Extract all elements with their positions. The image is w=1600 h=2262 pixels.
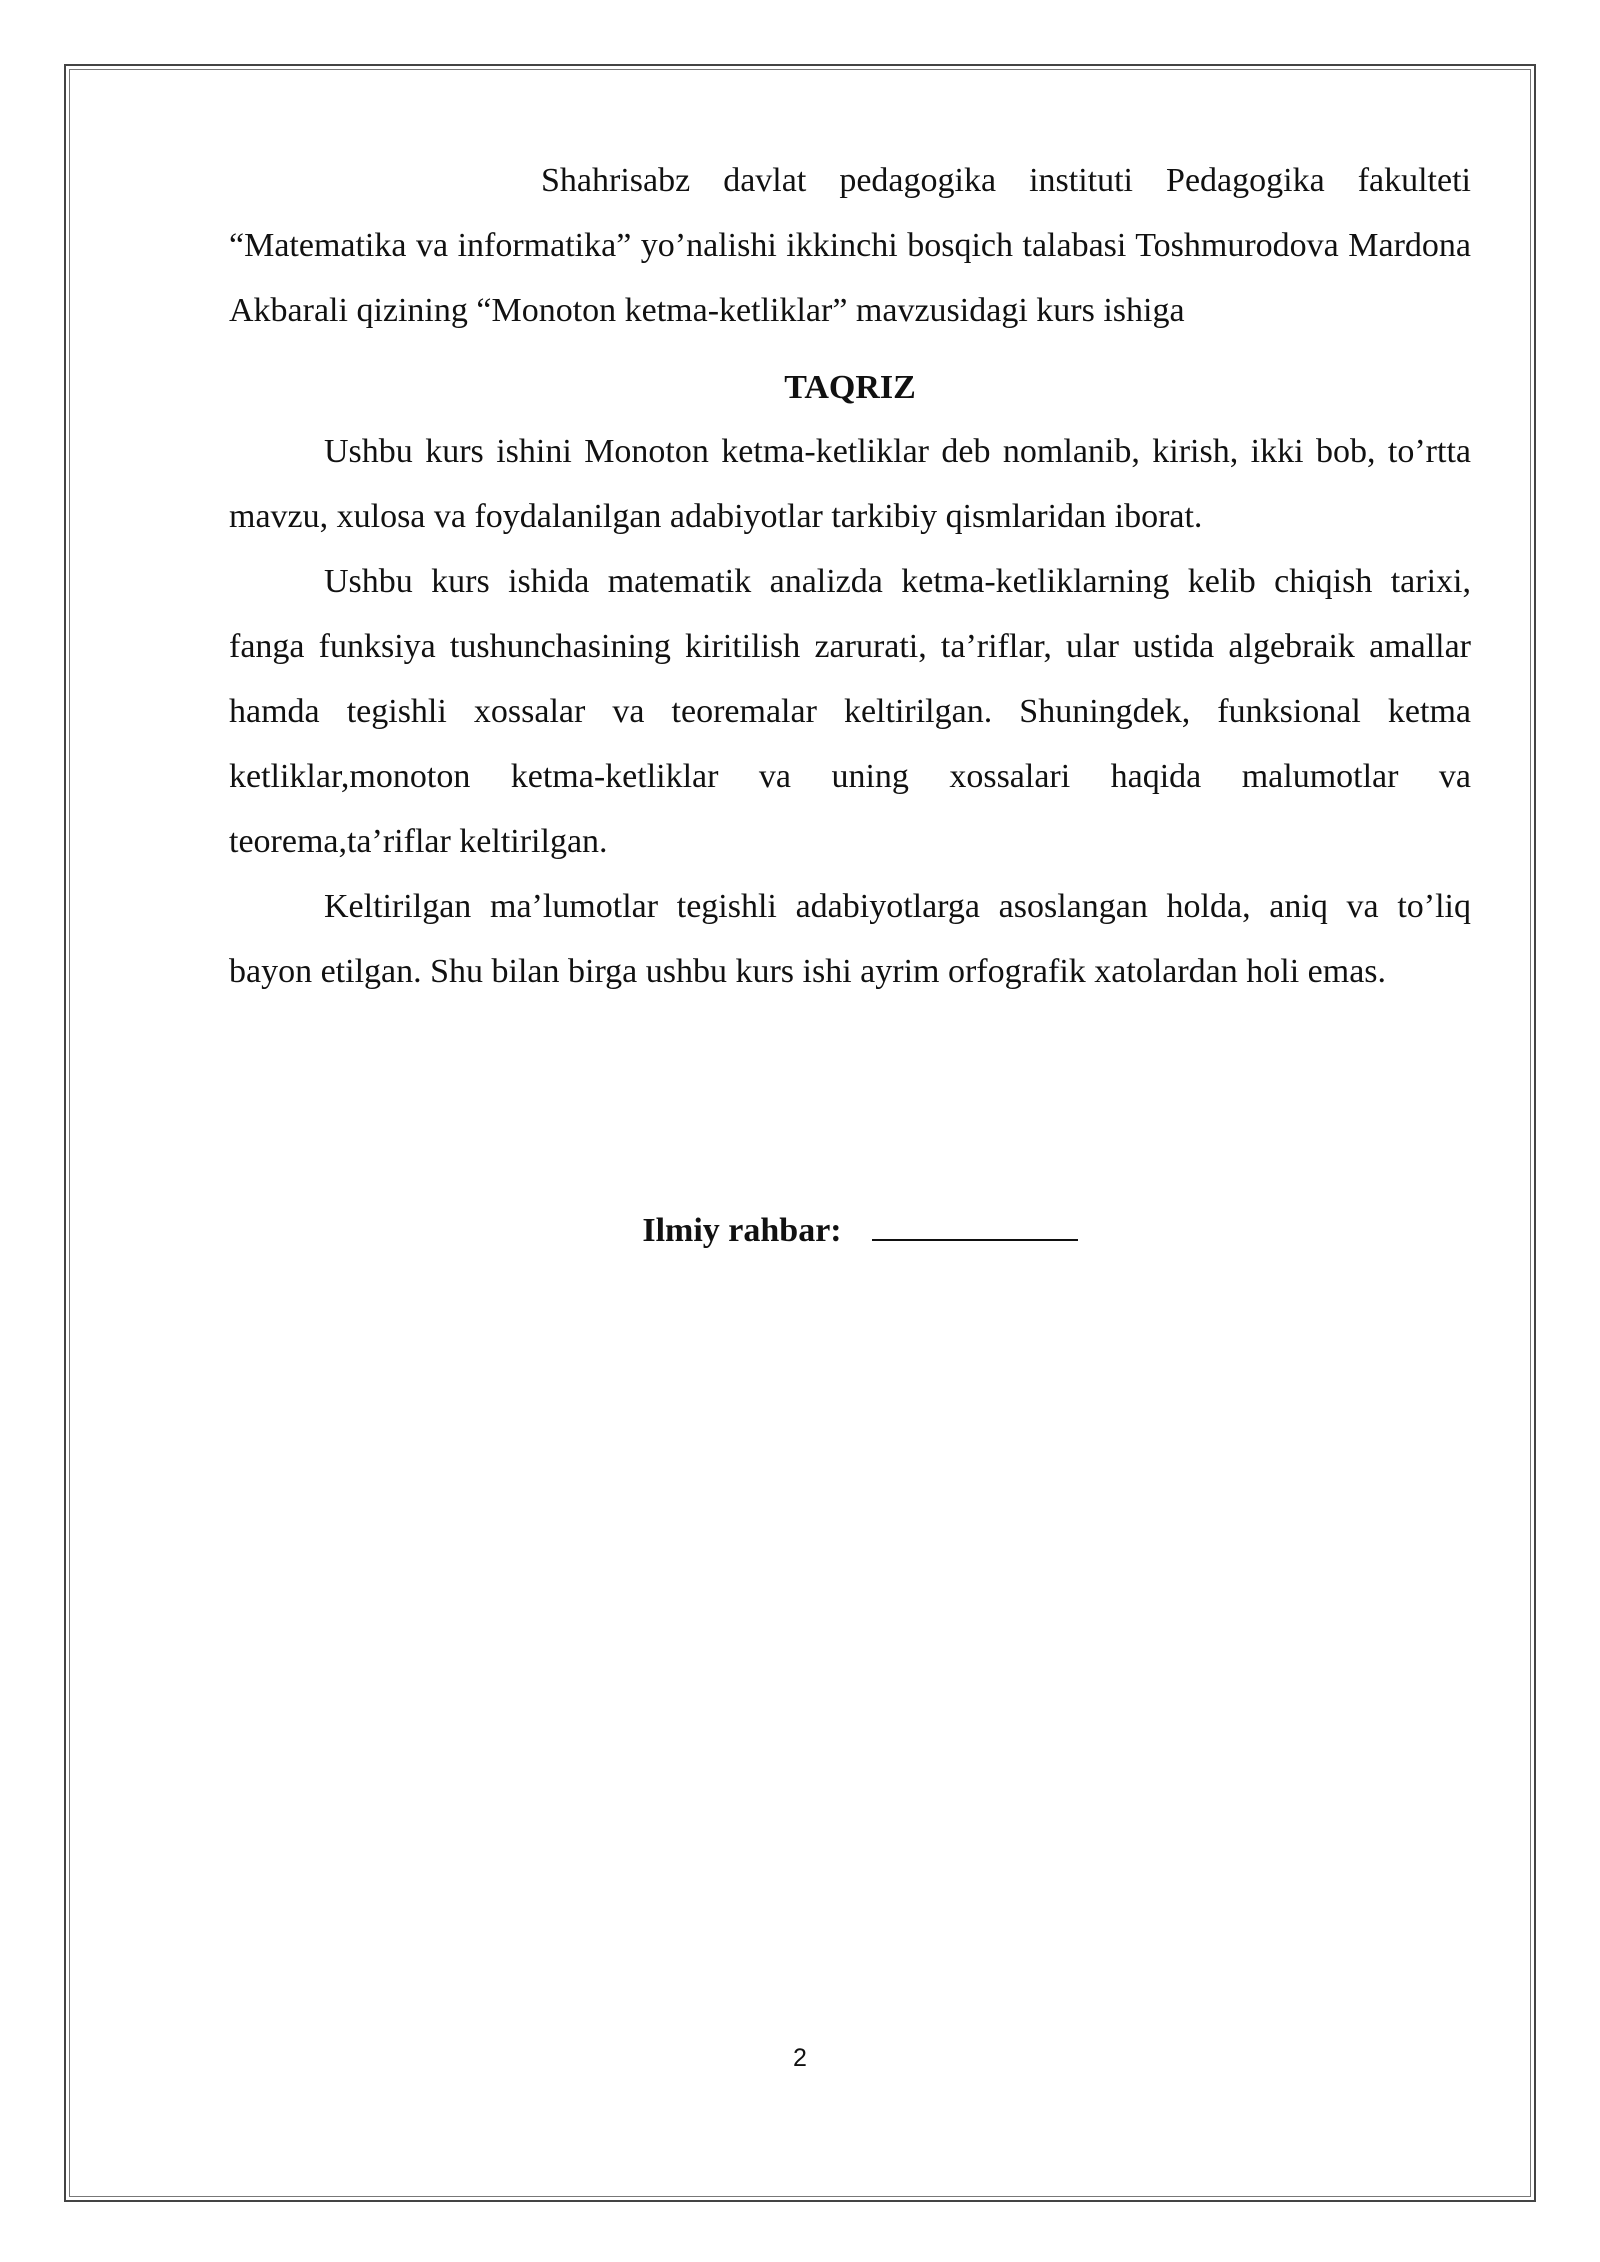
document-body [229, 148, 1471, 1004]
signature-label: Ilmiy rahbar: [642, 1212, 842, 1249]
intro-paragraph: Shahrisabz davlat pedagogika instituti Pedagogika fakulteti “Matematika va informatika” yo’nalishi ikkinchi bosqich talabasi Toshmurodova Mardona Akbarali qizining “Monoton ketma-ketliklar” mavzusidagi kurs ishiga [229, 162, 1471, 329]
document-title: TAQRIZ [784, 369, 916, 406]
body-paragraph-3: Keltirilgan ma’lumotlar tegishli adabiyotlarga asoslangan holda, aniq va to’liq bayon etilgan. Shu bilan birga ushbu kurs ishi ayrim orfografik xatolardan holi emas. [229, 888, 1471, 990]
body-paragraph-2: Ushbu kurs ishida matematik analizda ketma-ketliklarning kelib chiqish tarixi, fanga funksiya tushunchasining kiritilish zarurati, ta’riflar, ular ustida algebraik amallar hamda tegishli xossalar va teoremalar keltirilgan. Shuningdek, funksional ketma ketliklar,monoton ketma-ketliklar va uning xossalari haqida malumotlar va teorema,ta’riflar keltirilgan. [229, 563, 1471, 860]
signature-block [0, 1209, 1600, 1250]
signature-line [872, 1209, 1078, 1241]
page-number: 2 [793, 2044, 807, 2072]
body-paragraph-1: Ushbu kurs ishini Monoton ketma-ketliklar deb nomlanib, kirish, ikki bob, to’rtta mavzu, xulosa va foydalanilgan adabiyotlar tarkibiy qismlaridan iborat. [229, 433, 1471, 535]
